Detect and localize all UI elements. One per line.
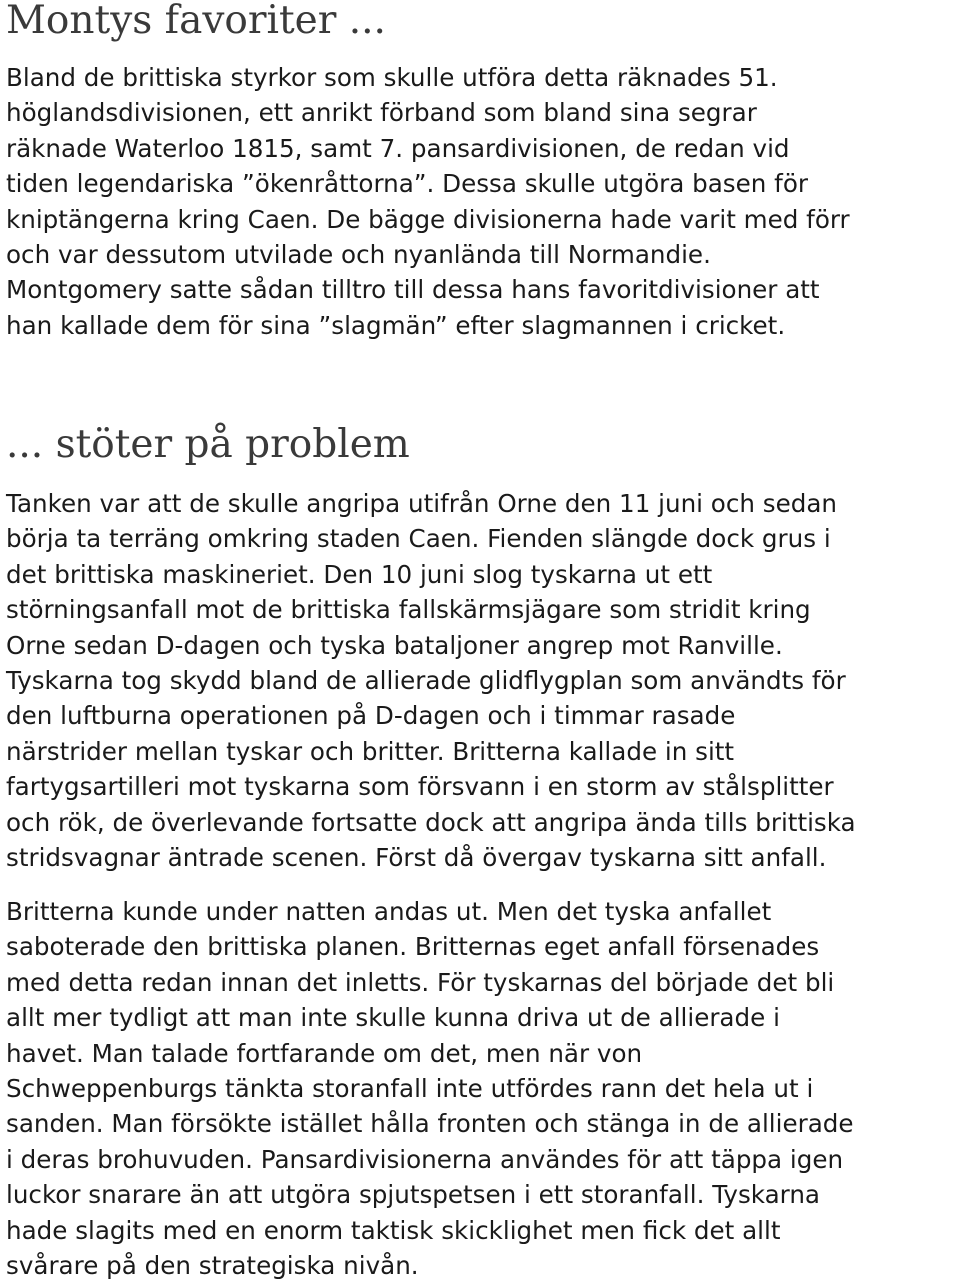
text-line: Schweppenburgs tänkta storanfall inte utfördes rann det hela ut i xyxy=(6,1074,814,1104)
text-line: Orne sedan D-dagen och tyska bataljoner angrep mot Ranville. xyxy=(6,630,783,660)
text-line: havet. Man talade fortfarande om det, men när von xyxy=(6,1038,643,1068)
text-line: och var dessutom utvilade och nyanlända till Normandie. xyxy=(6,240,711,270)
paragraph-britterna-andas-ut xyxy=(0,894,854,1283)
text-line: Britterna kunde under natten andas ut. Men det tyska anfallet xyxy=(6,897,772,926)
text-line: stridsvagnar äntrade scenen. Först då övergav tyskarna sitt anfall. xyxy=(6,843,827,873)
text-line: det brittiska maskineriet. Den 10 juni slog tyskarna ut ett xyxy=(6,559,713,589)
text-line: fartygsartilleri mot tyskarna som försvann i en storm av stålsplitter xyxy=(6,772,834,802)
text-line: Tyskarna tog skydd bland de allierade glidflygplan som användts för xyxy=(6,666,846,696)
text-line: i deras brohuvuden. Pansardivisionerna användes för att täppa igen xyxy=(6,1144,844,1174)
text-line: närstrider mellan tyskar och britter. Britterna kallade in sitt xyxy=(6,736,735,766)
text-line: han kallade dem för sina ”slagmän” efter slagmannen i cricket. xyxy=(6,310,786,340)
section-heading-stoter-pa-problem: ... stöter på problem xyxy=(6,422,410,467)
text-line: kniptängerna kring Caen. De bägge divisionerna hade varit med förr xyxy=(6,204,850,234)
text-line: sanden. Man försökte istället hålla fronten och stänga in de allierade xyxy=(6,1109,854,1139)
text-line: börja ta terräng omkring staden Caen. Fienden slängde dock grus i xyxy=(6,524,831,554)
text-line: saboterade den brittiska planen. Britternas eget anfall försenades xyxy=(6,932,820,962)
text-line: den luftburna operationen på D-dagen och i timmar rasade xyxy=(6,701,736,731)
text-line: störningsanfall mot de brittiska fallskärmsjägare som stridit kring xyxy=(6,595,811,625)
text-line: tiden legendariska ”ökenråttorna”. Dessa skulle utgöra basen för xyxy=(6,169,808,199)
text-line: svårare på den strategiska nivån. xyxy=(6,1251,419,1281)
paragraph-montys-favoriter xyxy=(0,60,850,343)
section-heading-montys-favoriter: Montys favoriter ... xyxy=(6,0,386,43)
text-line: Bland de brittiska styrkor som skulle utföra detta räknades 51. xyxy=(6,63,778,92)
text-line: hade slagits med en enorm taktisk skicklighet men fick det allt xyxy=(6,1215,781,1245)
text-line: och rök, de överlevande fortsatte dock att angripa ända tills brittiska xyxy=(6,807,856,837)
text-line: allt mer tydligt att man inte skulle kunna driva ut de allierade i xyxy=(6,1003,780,1033)
text-line: med detta redan innan det inletts. För tyskarnas del började det bli xyxy=(6,967,835,997)
text-line: Montgomery satte sådan tilltro till dessa hans favoritdivisioner att xyxy=(6,275,820,305)
paragraph-anfallet-stoppas xyxy=(0,486,856,875)
text-line: höglandsdivisionen, ett anrikt förband som bland sina segrar xyxy=(6,98,757,128)
text-line: Tanken var att de skulle angripa utifrån Orne den 11 juni och sedan xyxy=(6,489,837,518)
text-line: räknade Waterloo 1815, samt 7. pansardivisionen, de redan vid xyxy=(6,133,790,163)
text-line: luckor snarare än att utgöra spjutspetsen i ett storanfall. Tyskarna xyxy=(6,1180,820,1210)
